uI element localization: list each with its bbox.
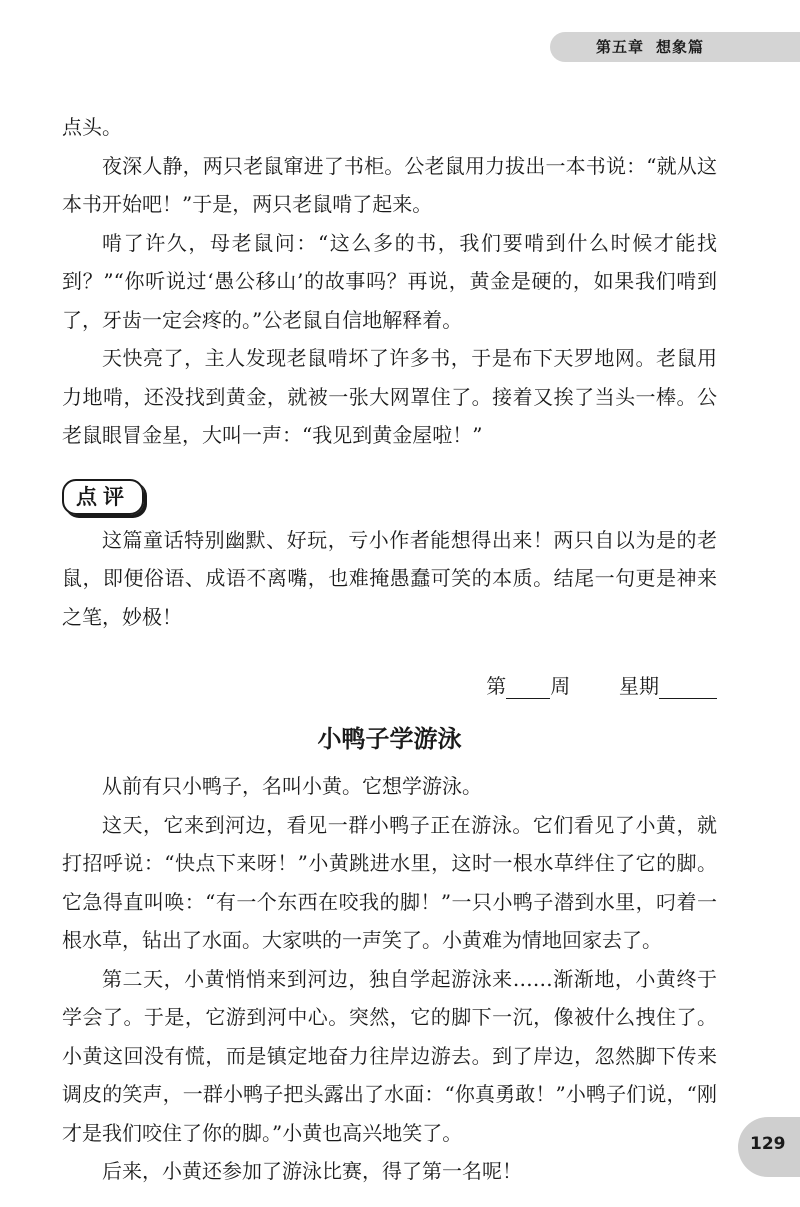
section-label: 想象篇 (656, 38, 705, 56)
date-line (62, 670, 717, 699)
weekday-blank (659, 678, 717, 699)
story1-paragraph: 啃了许久，母老鼠问：“这么多的书，我们要啃到什么时候才能找到？”“你听说过‘愚公移山’的故事吗？再说，黄金是硬的，如果我们啃到了，牙齿一定会疼的。”公老鼠自信地解释着。 (62, 230, 717, 332)
chapter-label: 第五章 (596, 38, 645, 56)
story2-paragraph: 第二天，小黄悄悄来到河边，独自学起游泳来……渐渐地，小黄终于学会了。于是，它游到河中心。突然，它的脚下一沉，像被什么拽住了。小黄这回没有慌，而是镇定地奋力往岸边游去。到了岸边，忽然脚下传来调皮的笑声，一群小鸭子把头露出了水面：“你真勇敢！”小鸭子们说，“刚才是我们咬住了你的脚。”小黄也高兴地笑了。 (62, 966, 717, 1145)
story2-paragraph: 从前有只小鸭子，名叫小黄。它想学游泳。 (102, 774, 482, 798)
story2-paragraph: 后来，小黄还参加了游泳比赛，得了第一名呢！ (102, 1159, 522, 1183)
story1-paragraph: 点头。 (62, 115, 122, 139)
page-content (62, 108, 717, 1191)
week-suffix: 周 (550, 674, 571, 698)
comment-text: 这篇童话特别幽默、好玩，亏小作者能想得出来！两只自以为是的老鼠，即便俗语、成语不离嘴，也难掩愚蠢可笑的本质。结尾一句更是神来之笔，妙极！ (62, 527, 717, 629)
weekday-label: 星期 (619, 674, 659, 698)
story2-paragraph: 这天，它来到河边，看见一群小鸭子正在游泳。它们看见了小黄，就打招呼说：“快点下来呀！”小黄跳进水里，这时一根水草绊住了它的脚。它急得直叫唤：“有一个东西在咬我的脚！”一只小鸭子潜到水里，叼着一根水草，钻出了水面。大家哄的一声笑了。小黄难为情地回家去了。 (62, 812, 717, 952)
page-number: 129 (750, 1134, 786, 1154)
comment-label-badge: 点评 (62, 479, 144, 515)
week-prefix: 第 (486, 674, 507, 698)
story1-paragraph: 天快亮了，主人发现老鼠啃坏了许多书，于是布下天罗地网。老鼠用力地啃，还没找到黄金，就被一张大网罩住了。接着又挨了当头一棒。公老鼠眼冒金星，大叫一声：“我见到黄金屋啦！” (62, 346, 717, 447)
week-blank (506, 678, 550, 699)
story-title: 小鸭子学游泳 (317, 725, 462, 753)
running-header (596, 36, 716, 57)
story1-paragraph: 夜深人静，两只老鼠窜进了书柜。公老鼠用力拔出一本书说：“就从这本书开始吧！”于是，两只老鼠啃了起来。 (62, 153, 717, 216)
